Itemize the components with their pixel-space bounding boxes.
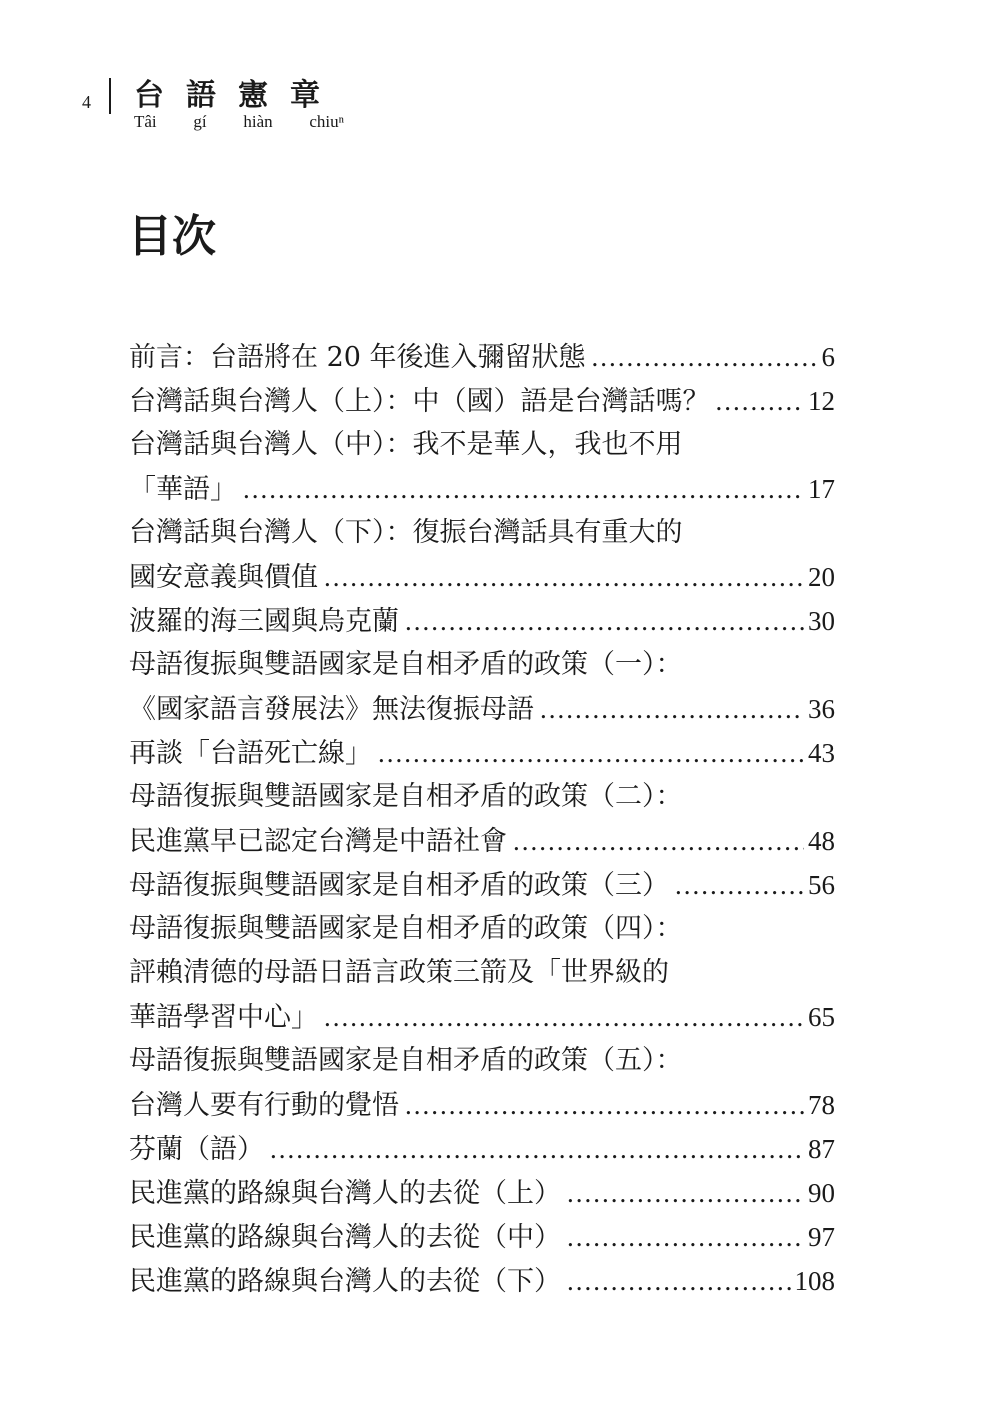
- dot-leader: [513, 819, 804, 863]
- dot-leader: [405, 1083, 804, 1127]
- toc-entry[interactable]: [129, 775, 835, 863]
- romanization-syllable: chiuⁿ: [309, 112, 344, 131]
- dot-leader: [567, 1259, 791, 1303]
- dot-leader: [378, 731, 804, 775]
- toc-entry[interactable]: [129, 599, 835, 643]
- romanization-syllable: hiàn: [243, 112, 273, 131]
- toc-page-number: 78: [808, 1090, 835, 1120]
- toc-entry-title: 母語復振與雙語國家是自相矛盾的政策（四）：: [129, 913, 683, 944]
- dot-leader: [270, 1127, 804, 1171]
- toc-entry-title: 民進黨的路線與台灣人的去從（下）: [129, 1266, 561, 1297]
- dot-leader: [716, 379, 805, 423]
- toc-entry-title: 波羅的海三國與烏克蘭: [129, 606, 399, 637]
- toc-entry-title: 再談「台語死亡線」: [129, 738, 372, 769]
- toc-page-number: 90: [808, 1178, 835, 1208]
- toc-page-number: 65: [808, 1002, 835, 1032]
- toc-entry[interactable]: [129, 1259, 835, 1303]
- toc-entry-title: 台灣話與台灣人（上）：中（國）語是台灣話嗎？: [129, 386, 710, 417]
- page-number: 4: [82, 92, 91, 112]
- toc-entry-title: 民進黨早已認定台灣是中語社會: [129, 826, 507, 857]
- dot-leader: [324, 995, 804, 1039]
- toc-page-number: 97: [808, 1222, 835, 1252]
- dot-leader: [324, 555, 804, 599]
- table-of-contents: [129, 335, 835, 1303]
- toc-page-number: 36: [808, 694, 835, 724]
- toc-entry-title: 母語復振與雙語國家是自相矛盾的政策（二）：: [129, 781, 683, 812]
- toc-entry-title: 「華語」: [129, 474, 237, 505]
- book-title-romanization: [134, 112, 344, 132]
- romanization-syllable: gí: [193, 112, 207, 131]
- toc-entry[interactable]: [129, 731, 835, 775]
- toc-entry-title: 國安意義與價值: [129, 562, 318, 593]
- dot-leader: [675, 863, 804, 907]
- toc-entry[interactable]: [129, 1127, 835, 1171]
- toc-entry[interactable]: [129, 1171, 835, 1215]
- dot-leader: [567, 1215, 804, 1259]
- toc-entry[interactable]: [129, 379, 835, 423]
- dot-leader: [243, 467, 804, 511]
- toc-entry-title: 母語復振與雙語國家是自相矛盾的政策（三）: [129, 870, 669, 901]
- header-divider: [109, 78, 111, 114]
- dot-leader: [567, 1171, 804, 1215]
- toc-entry-title: 民進黨的路線與台灣人的去從（上）: [129, 1178, 561, 1209]
- toc-entry-title: 民進黨的路線與台灣人的去從（中）: [129, 1222, 561, 1253]
- toc-entry[interactable]: [129, 907, 835, 1039]
- toc-page-number: 12: [808, 386, 835, 416]
- toc-entry-title: 母語復振與雙語國家是自相矛盾的政策（一）：: [129, 649, 683, 680]
- romanization-syllable: Tâi: [134, 112, 157, 131]
- toc-entry-title: 前言：台語將在 20 年後進入彌留狀態: [129, 342, 586, 373]
- toc-entry[interactable]: [129, 335, 835, 379]
- toc-entry[interactable]: [129, 511, 835, 599]
- toc-entry[interactable]: [129, 423, 835, 511]
- toc-page-number: 108: [794, 1266, 835, 1296]
- toc-entry[interactable]: [129, 863, 835, 907]
- toc-entry[interactable]: [129, 643, 835, 731]
- toc-entry-title: 華語學習中心」: [129, 1002, 318, 1033]
- book-title: 台語憲章: [134, 78, 342, 113]
- toc-heading: 目次: [128, 211, 216, 262]
- toc-page-number: 56: [808, 870, 835, 900]
- toc-page-number: 30: [808, 606, 835, 636]
- toc-entry-title: 台灣話與台灣人（中）：我不是華人，我也不用: [129, 429, 683, 460]
- toc-entry-title: 台灣話與台灣人（下）：復振台灣話具有重大的: [129, 517, 683, 548]
- toc-page-number: 43: [808, 738, 835, 768]
- toc-page-number: 17: [808, 474, 835, 504]
- toc-entry[interactable]: [129, 1039, 835, 1127]
- toc-entry[interactable]: [129, 1215, 835, 1259]
- toc-page-number: 48: [808, 826, 835, 856]
- toc-page-number: 87: [808, 1134, 835, 1164]
- toc-entry-title: 芬蘭（語）: [129, 1134, 264, 1165]
- toc-page-number: 20: [808, 562, 835, 592]
- toc-entry-title: 《國家語言發展法》無法復振母語: [129, 694, 534, 725]
- toc-entry-title: 評賴清德的母語日語言政策三箭及「世界級的: [129, 957, 669, 988]
- dot-leader: [405, 599, 804, 643]
- toc-entry-title: 台灣人要有行動的覺悟: [129, 1090, 399, 1121]
- dot-leader: [540, 687, 804, 731]
- toc-entry-title: 母語復振與雙語國家是自相矛盾的政策（五）：: [129, 1045, 683, 1076]
- dot-leader: [592, 335, 818, 379]
- toc-page-number: 6: [821, 342, 835, 372]
